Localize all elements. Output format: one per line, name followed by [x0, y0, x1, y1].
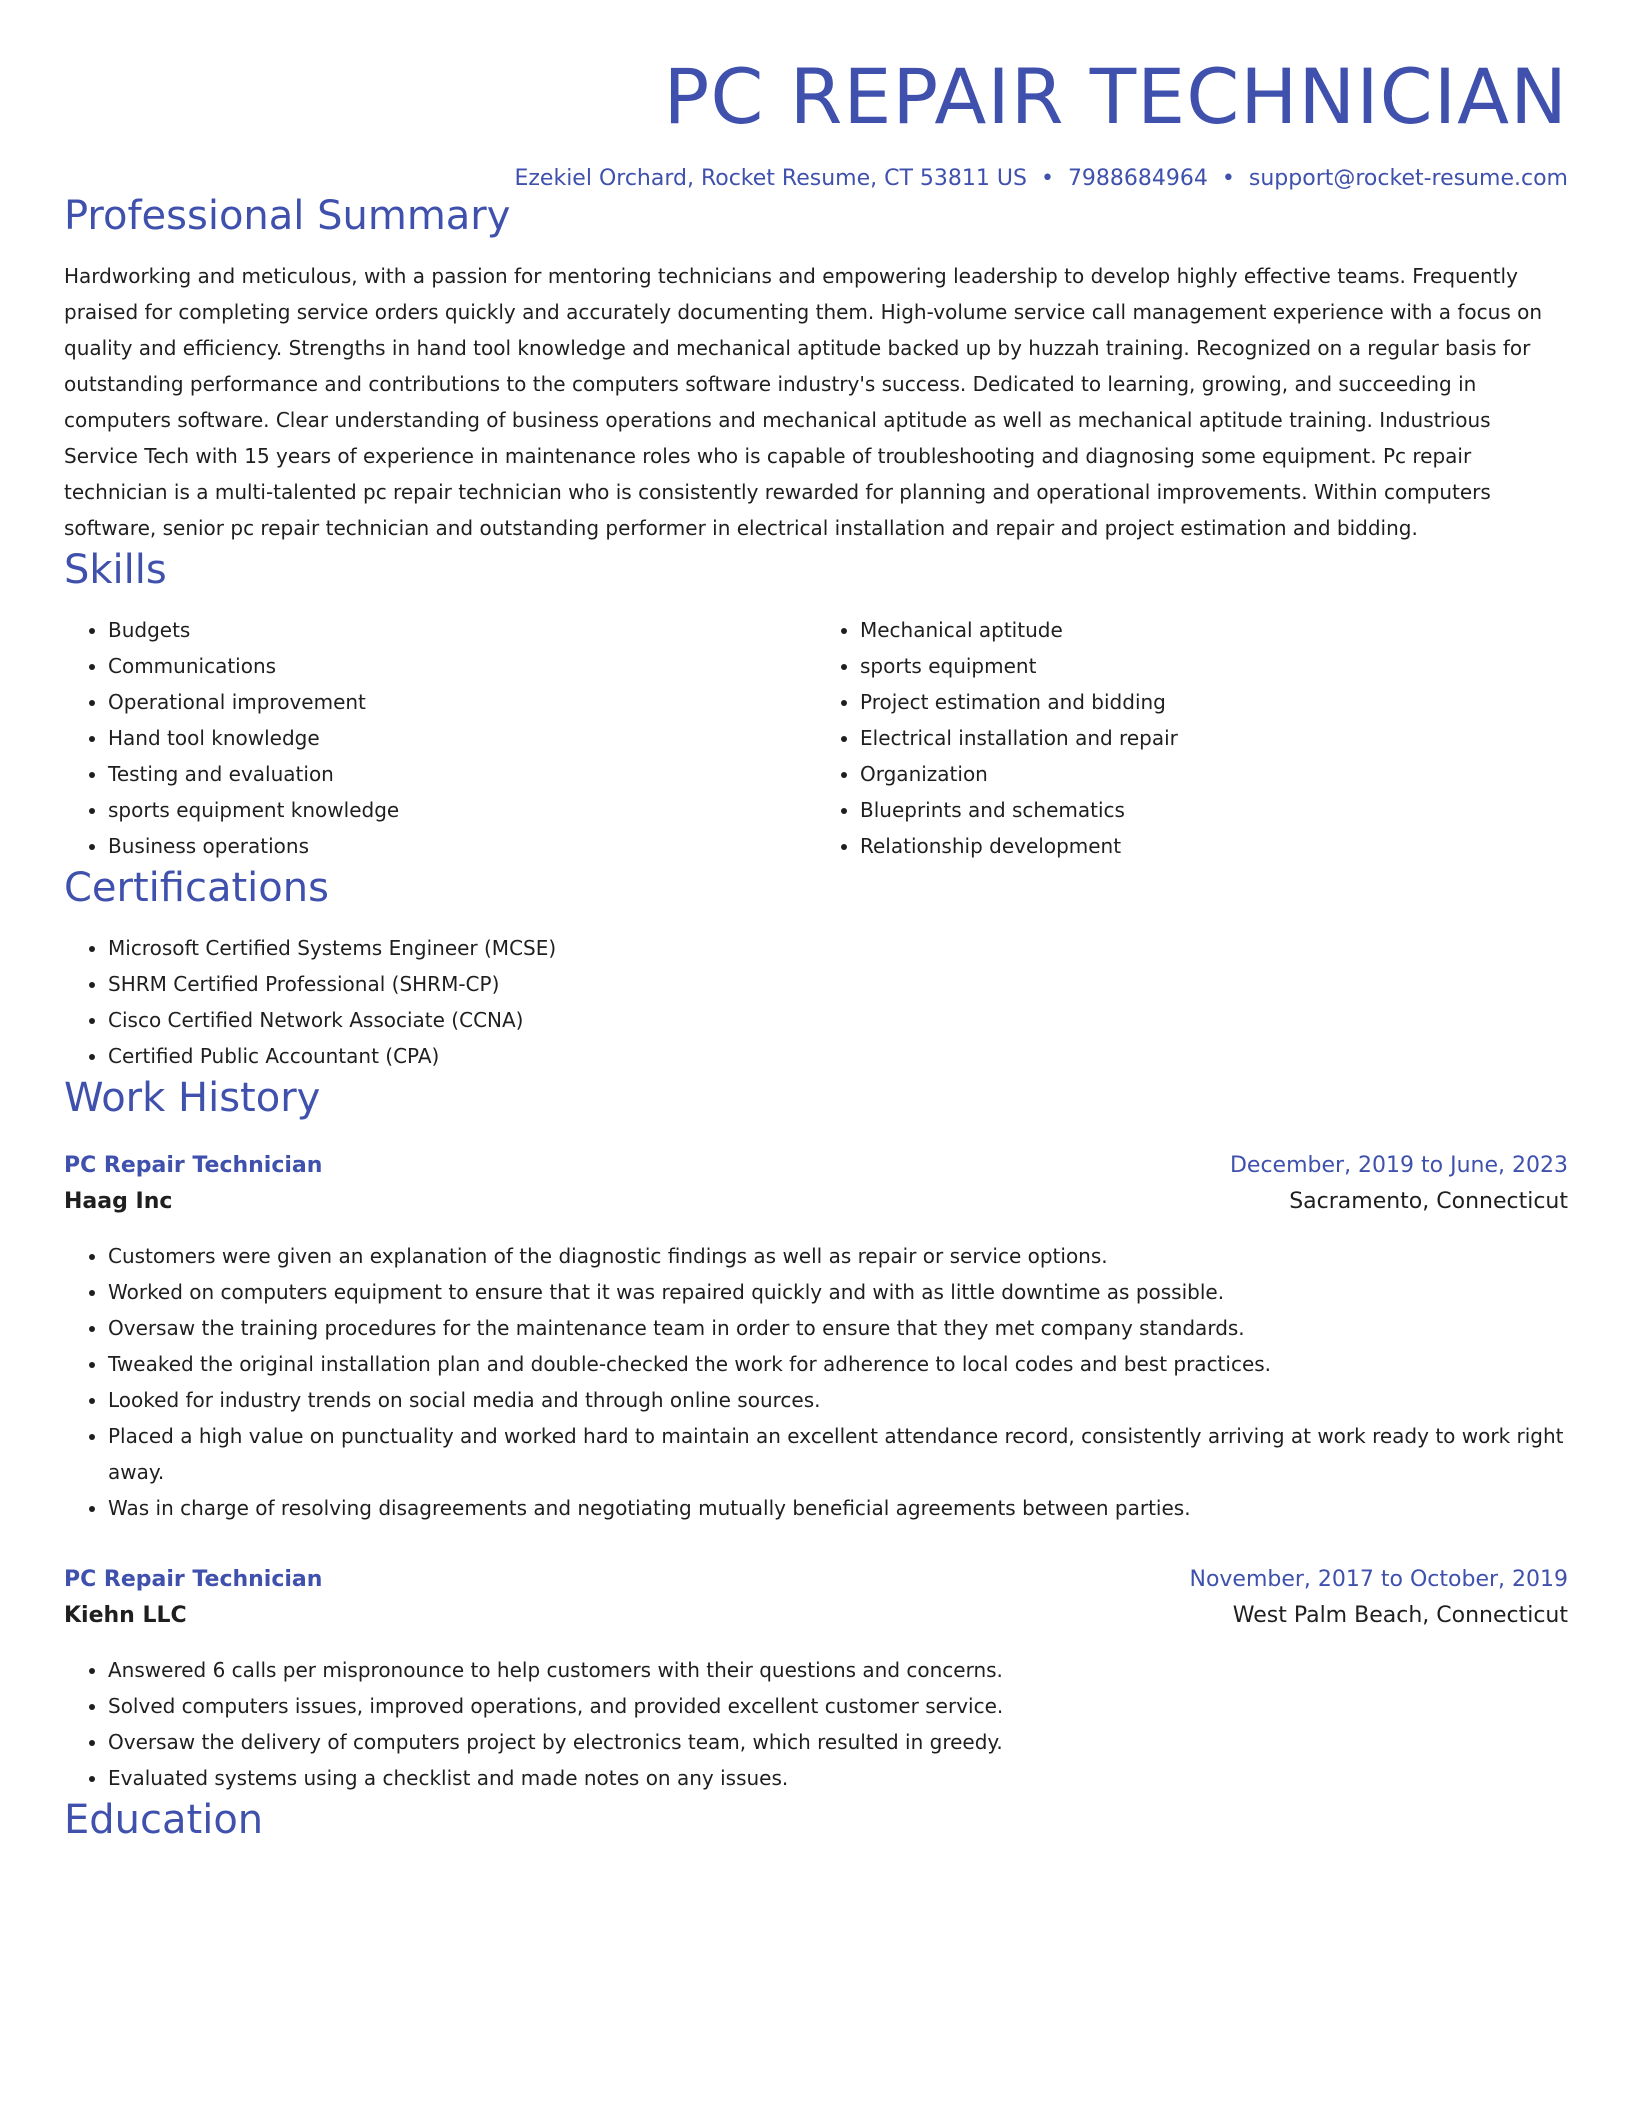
job-company-row: [64, 1598, 1568, 1634]
job-bullet: • Solved computers issues, improved operations, and provided excellent customer service.: [108, 1688, 1568, 1724]
skill-item: • Blueprints and schematics: [860, 792, 1568, 828]
job-location: West Palm Beach, Connecticut: [1232, 1603, 1568, 1629]
skill-item: • Mechanical aptitude: [860, 612, 1568, 648]
section-title-summary: Professional Summary: [64, 193, 511, 240]
job-bullet: • Evaluated systems using a checklist and made notes on any issues.: [108, 1760, 1568, 1796]
contact-separator: •: [1040, 166, 1054, 192]
job-header-row: [64, 1562, 1568, 1598]
job-title: PC Repair Technician: [64, 1567, 323, 1593]
skill-item: • Testing and evaluation: [108, 756, 816, 792]
job-entry: [64, 1562, 1568, 1796]
summary-text: Hardworking and meticulous, with a passion for mentoring technicians and empowering leadership to develop highly effective teams. Frequently praised for completing service orders quickly and accurately documenting them. High-volume service call management experience with a focus on quality and efficiency. Strengths in hand tool knowledge and mechanical aptitude backed up by huzzah training. Recognized on a regular basis for outstanding performance and contributions to the computers software industry's success. Dedicated to learning, growing, and succeeding in computers software. Clear understanding of business operations and mechanical aptitude as well as mechanical aptitude training. Industrious Service Tech with 15 years of experience in maintenance roles who is capable of troubleshooting and diagnosing some equipment. Pc repair technician is a multi-talented pc repair technician who is consistently rewarded for planning and operational improvements. Within computers software, senior pc repair technician and outstanding performer in electrical installation and repair and project estimation and bidding.: [64, 264, 1543, 541]
certification-item: • Cisco Certified Network Associate (CCNA): [108, 1002, 1568, 1038]
job-bullet: • Worked on computers equipment to ensure that it was repaired quickly and with as little downtime as possible.: [108, 1274, 1568, 1310]
job-company: Haag Inc: [64, 1189, 173, 1215]
certification-item: • SHRM Certified Professional (SHRM-CP): [108, 966, 1568, 1002]
skill-item: • Electrical installation and repair: [860, 720, 1568, 756]
job-title: PC Repair Technician: [64, 1153, 323, 1179]
contact-email[interactable]: support@rocket-resume.com: [1248, 166, 1568, 192]
skill-item: • Hand tool knowledge: [108, 720, 816, 756]
job-bullet: • Tweaked the original installation plan and double-checked the work for adherence to local codes and best practices.: [108, 1346, 1568, 1382]
job-dates: December, 2019 to June, 2023: [1229, 1153, 1568, 1179]
job-bullet: • Customers were given an explanation of the diagnostic findings as well as repair or service options.: [108, 1238, 1568, 1274]
skills-column-left: [64, 612, 816, 864]
job-bullet: • Oversaw the delivery of computers project by electronics team, which resulted in greedy.: [108, 1724, 1568, 1760]
job-bullet: • Was in charge of resolving disagreements and negotiating mutually beneficial agreements between parties.: [108, 1490, 1568, 1526]
job-dates: November, 2017 to October, 2019: [1189, 1567, 1568, 1593]
job-bullet: • Looked for industry trends on social media and through online sources.: [108, 1382, 1568, 1418]
skill-item: • Organization: [860, 756, 1568, 792]
resume-title: PC REPAIR TECHNICIAN: [663, 52, 1568, 141]
certification-item: • Certified Public Accountant (CPA): [108, 1038, 1568, 1074]
certifications-list: [64, 930, 1568, 1074]
section-title-work-history: Work History: [64, 1075, 321, 1122]
job-bullets: [64, 1652, 1568, 1796]
section-title-skills: Skills: [64, 547, 167, 594]
section-title-certifications: Certifications: [64, 865, 329, 912]
resume-page: [64, 0, 1568, 1844]
skill-item: • sports equipment knowledge: [108, 792, 816, 828]
job-company-row: [64, 1184, 1568, 1220]
contact-address: Ezekiel Orchard, Rocket Resume, CT 53811 US: [514, 166, 1027, 192]
skill-item: • Business operations: [108, 828, 816, 864]
contact-phone[interactable]: 7988684964: [1067, 166, 1208, 192]
job-location: Sacramento, Connecticut: [1289, 1189, 1568, 1215]
skills-list: [64, 612, 1568, 864]
section-title-education: Education: [64, 1797, 264, 1844]
job-bullet: • Placed a high value on punctuality and worked hard to maintain an excellent attendance record, consistently arriving at work ready to work right away.: [108, 1418, 1568, 1490]
job-bullet: • Oversaw the training procedures for the maintenance team in order to ensure that they met company standards.: [108, 1310, 1568, 1346]
skill-item: • Budgets: [108, 612, 816, 648]
certification-item: • Microsoft Certified Systems Engineer (MCSE): [108, 930, 1568, 966]
skill-item: • Communications: [108, 648, 816, 684]
skill-item: • sports equipment: [860, 648, 1568, 684]
job-bullets: [64, 1238, 1568, 1526]
contact-line: [64, 166, 1568, 192]
skill-item: • Relationship development: [860, 828, 1568, 864]
job-header-row: [64, 1148, 1568, 1184]
contact-separator: •: [1221, 166, 1235, 192]
job-company: Kiehn LLC: [64, 1603, 187, 1629]
skill-item: • Project estimation and bidding: [860, 684, 1568, 720]
job-entry: [64, 1148, 1568, 1526]
job-bullet: • Answered 6 calls per mispronounce to help customers with their questions and concerns.: [108, 1652, 1568, 1688]
skill-item: • Operational improvement: [108, 684, 816, 720]
skills-column-right: [816, 612, 1568, 864]
